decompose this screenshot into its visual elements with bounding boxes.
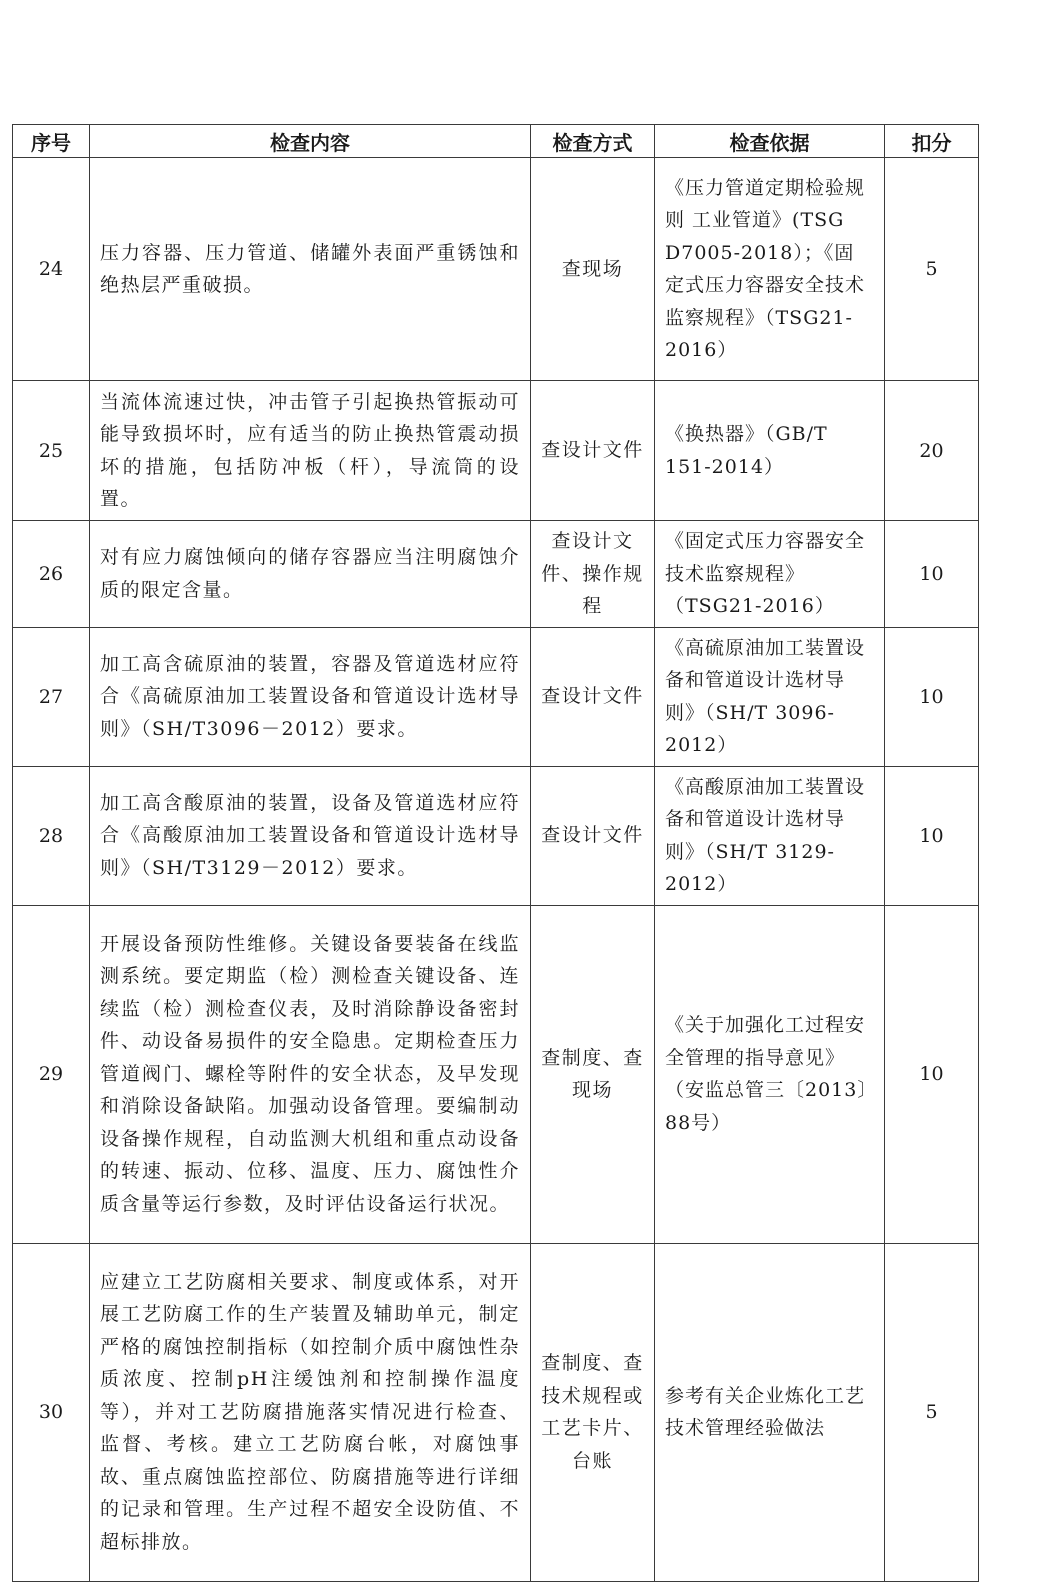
row-basis: 《高硫原油加工装置设备和管道设计选材导则》（SH/T 3096-2012）: [655, 627, 885, 766]
row-content: 当流体流速过快，冲击管子引起换热管振动可能导致损坏时，应有适当的防止换热管震动损坏的措施，包括防冲板（杆），导流筒的设置。: [90, 381, 531, 521]
row-content: 对有应力腐蚀倾向的储存容器应当注明腐蚀介质的限定含量。: [90, 521, 531, 628]
row-deduction: 10: [885, 627, 979, 766]
row-basis: 《压力管道定期检验规则 工业管道》(TSG D7005-2018）；《固定式压力容器安全技术监察规程》（TSG21-2016）: [655, 158, 885, 381]
row-method: 查设计文件、操作规程: [531, 521, 655, 628]
row-deduction: 10: [885, 521, 979, 628]
header-basis: 检查依据: [655, 125, 885, 158]
table-row: [13, 766, 979, 905]
row-method: 查制度、查现场: [531, 905, 655, 1243]
row-seq: 26: [13, 521, 90, 628]
row-deduction: 5: [885, 158, 979, 381]
table-header-row: [13, 125, 979, 158]
row-method: 查设计文件: [531, 627, 655, 766]
row-deduction: 10: [885, 905, 979, 1243]
header-deduction: 扣分: [885, 125, 979, 158]
row-seq: 29: [13, 905, 90, 1243]
row-method: 查设计文件: [531, 381, 655, 521]
row-method: 查设计文件: [531, 766, 655, 905]
row-deduction: 10: [885, 766, 979, 905]
row-deduction: 5: [885, 1243, 979, 1581]
table-row: [13, 627, 979, 766]
table-row: [13, 381, 979, 521]
row-basis: 《高酸原油加工装置设备和管道设计选材导则》（SH/T 3129-2012）: [655, 766, 885, 905]
row-seq: 25: [13, 381, 90, 521]
row-content: 应建立工艺防腐相关要求、制度或体系，对开展工艺防腐工作的生产装置及辅助单元，制定严格的腐蚀控制指标（如控制介质中腐蚀性杂质浓度、控制pH注缓蚀剂和控制操作温度等），并对工艺防腐措施落实情况进行检查、监督、考核。建立工艺防腐台帐，对腐蚀事故、重点腐蚀监控部位、防腐措施等进行详细的记录和管理。生产过程不超安全设防值、不超标排放。: [90, 1243, 531, 1581]
row-basis: 《固定式压力容器安全技术监察规程》（TSG21-2016）: [655, 521, 885, 628]
table-row: [13, 1243, 979, 1581]
row-deduction: 20: [885, 381, 979, 521]
row-content: 加工高含硫原油的装置，容器及管道选材应符合《高硫原油加工装置设备和管道设计选材导则》（SH/T3096－2012）要求。: [90, 627, 531, 766]
row-basis: 参考有关企业炼化工艺技术管理经验做法: [655, 1243, 885, 1581]
row-content: 开展设备预防性维修。关键设备要装备在线监测系统。要定期监（检）测检查关键设备、连续监（检）测检查仪表，及时消除静设备密封件、动设备易损件的安全隐患。定期检查压力管道阀门、螺栓等附件的安全状态，及早发现和消除设备缺陷。加强动设备管理。要编制动设备操作规程，自动监测大机组和重点动设备的转速、振动、位移、温度、压力、腐蚀性介质含量等运行参数，及时评估设备运行状况。: [90, 905, 531, 1243]
row-content: 加工高含酸原油的装置，设备及管道选材应符合《高酸原油加工装置设备和管道设计选材导则》（SH/T3129－2012）要求。: [90, 766, 531, 905]
header-content: 检查内容: [90, 125, 531, 158]
header-seq: 序号: [13, 125, 90, 158]
table-row: [13, 521, 979, 628]
row-seq: 24: [13, 158, 90, 381]
row-seq: 27: [13, 627, 90, 766]
inspection-table: [12, 124, 979, 1582]
row-seq: 30: [13, 1243, 90, 1581]
header-method: 检查方式: [531, 125, 655, 158]
row-method: 查现场: [531, 158, 655, 381]
table-row: [13, 905, 979, 1243]
row-content: 压力容器、压力管道、储罐外表面严重锈蚀和绝热层严重破损。: [90, 158, 531, 381]
table-row: [13, 158, 979, 381]
row-basis: 《关于加强化工过程安全管理的指导意见》（安监总管三〔2013〕88号）: [655, 905, 885, 1243]
row-basis: 《换热器》（GB/T 151-2014）: [655, 381, 885, 521]
row-seq: 28: [13, 766, 90, 905]
row-method: 查制度、查技术规程或工艺卡片、台账: [531, 1243, 655, 1581]
